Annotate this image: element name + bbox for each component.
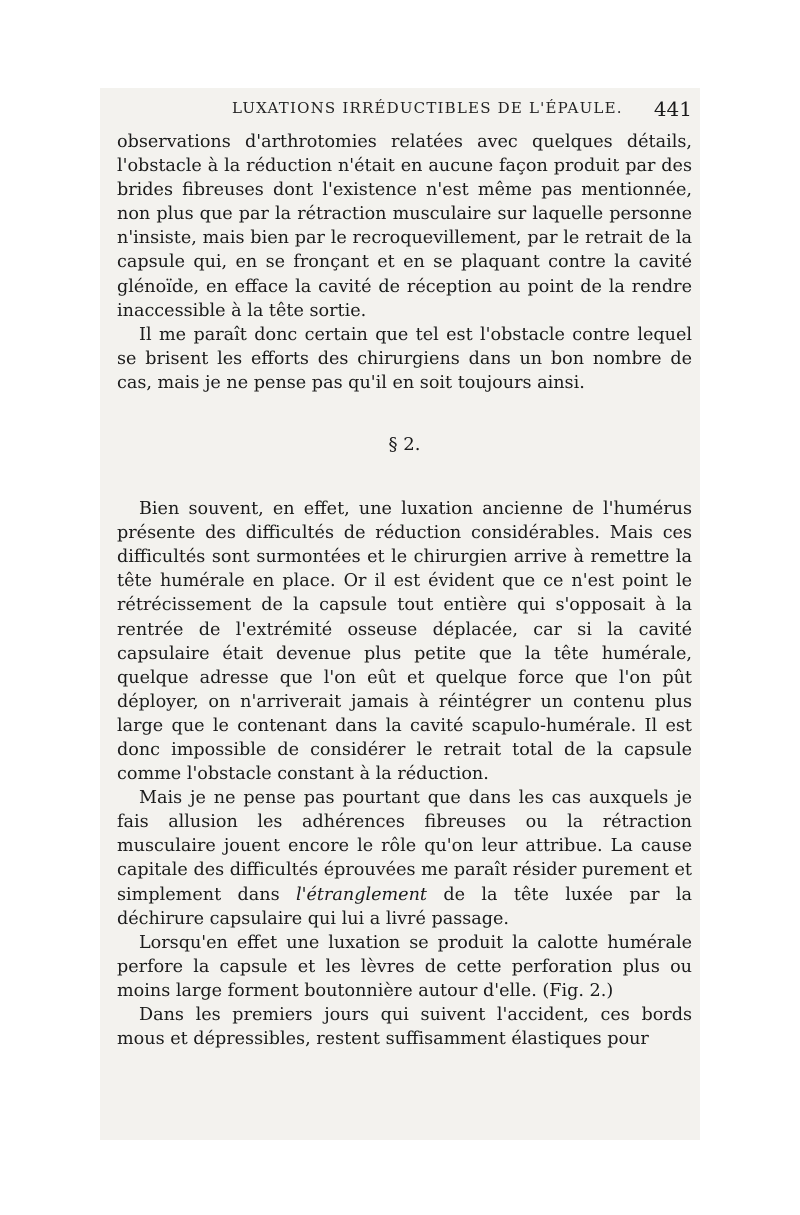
paragraph-text: Mais je ne pense pas pourtant que dans les cas auxquels je fais allusion les adhérences fibreuses ou la rétraction musculaire jouent encore le rôle qu'on leur attribue. La cause capitale des difficultés éprouvées me paraît résider purement et simplement dans <box>117 788 692 905</box>
section-heading: § 2. <box>388 434 421 456</box>
book-page <box>100 88 700 1140</box>
paragraph-continues: Dans les premiers jours qui suivent l'accident, ces bords mous et dépressibles, restent suffisamment élastiques pour <box>117 1005 692 1050</box>
paragraph-continued: observations d'arthrotomies relatées avec quelques détails, l'obstacle à la réduction n'était en aucune façon produit par des brides fibreuses dont l'existence n'est même pas mentionnée, non plus que par la rétraction musculaire sur laquelle personne n'insiste, mais bien par le recroquevillement, par le retrait de la capsule qui, en se fronçant et en se plaquant contre la cavité glénoïde, en efface la cavité de réception au point de la rendre inaccessible à la tête sortie. <box>117 132 692 321</box>
page-number: 441 <box>653 97 692 121</box>
paragraph: Il me paraît donc certain que tel est l'obstacle contre lequel se brisent les efforts des chirurgiens dans un bon nombre de cas, mais je ne pense pas qu'il en soit toujours ainsi. <box>117 324 692 393</box>
emphasis-term: l'étranglement <box>296 884 427 905</box>
paragraph-text: de la tête luxée par la déchirure capsulaire qui lui a livré passage. <box>117 884 693 929</box>
page-header <box>117 97 692 119</box>
paragraph: Lorsqu'en effet une luxation se produit la calotte humérale perfore la capsule et les lèvres de cette perforation plus ou moins large forment boutonnière autour d'elle. (Fig. 2.) <box>117 932 692 1001</box>
running-head: LUXATIONS IRRÉDUCTIBLES DE L'ÉPAULE. <box>232 99 623 117</box>
paragraph: Bien souvent, en effet, une luxation ancienne de l'humérus présente des difficultés de réduction considérables. Mais ces difficultés sont surmontées et le chirurgien arrive à remettre la tête humérale en place. Or il est évident que ce n'est point le rétrécissement de la capsule tout entière qui s'opposait à la rentrée de l'extrémité osseuse déplacée, car si la cavité capsulaire était devenue plus petite que la tête humérale, quelque adresse que l'on eût et quelque force que l'on pût déployer, on n'arriverait jamais à réintégrer un contenu plus large que le contenant dans la cavité scapulo-humérale. Il est donc impossible de considérer le retrait total de la capsule comme l'obstacle constant à la réduction. <box>117 499 692 785</box>
body-text <box>117 130 692 1051</box>
paragraph-with-emphasis <box>117 786 692 931</box>
